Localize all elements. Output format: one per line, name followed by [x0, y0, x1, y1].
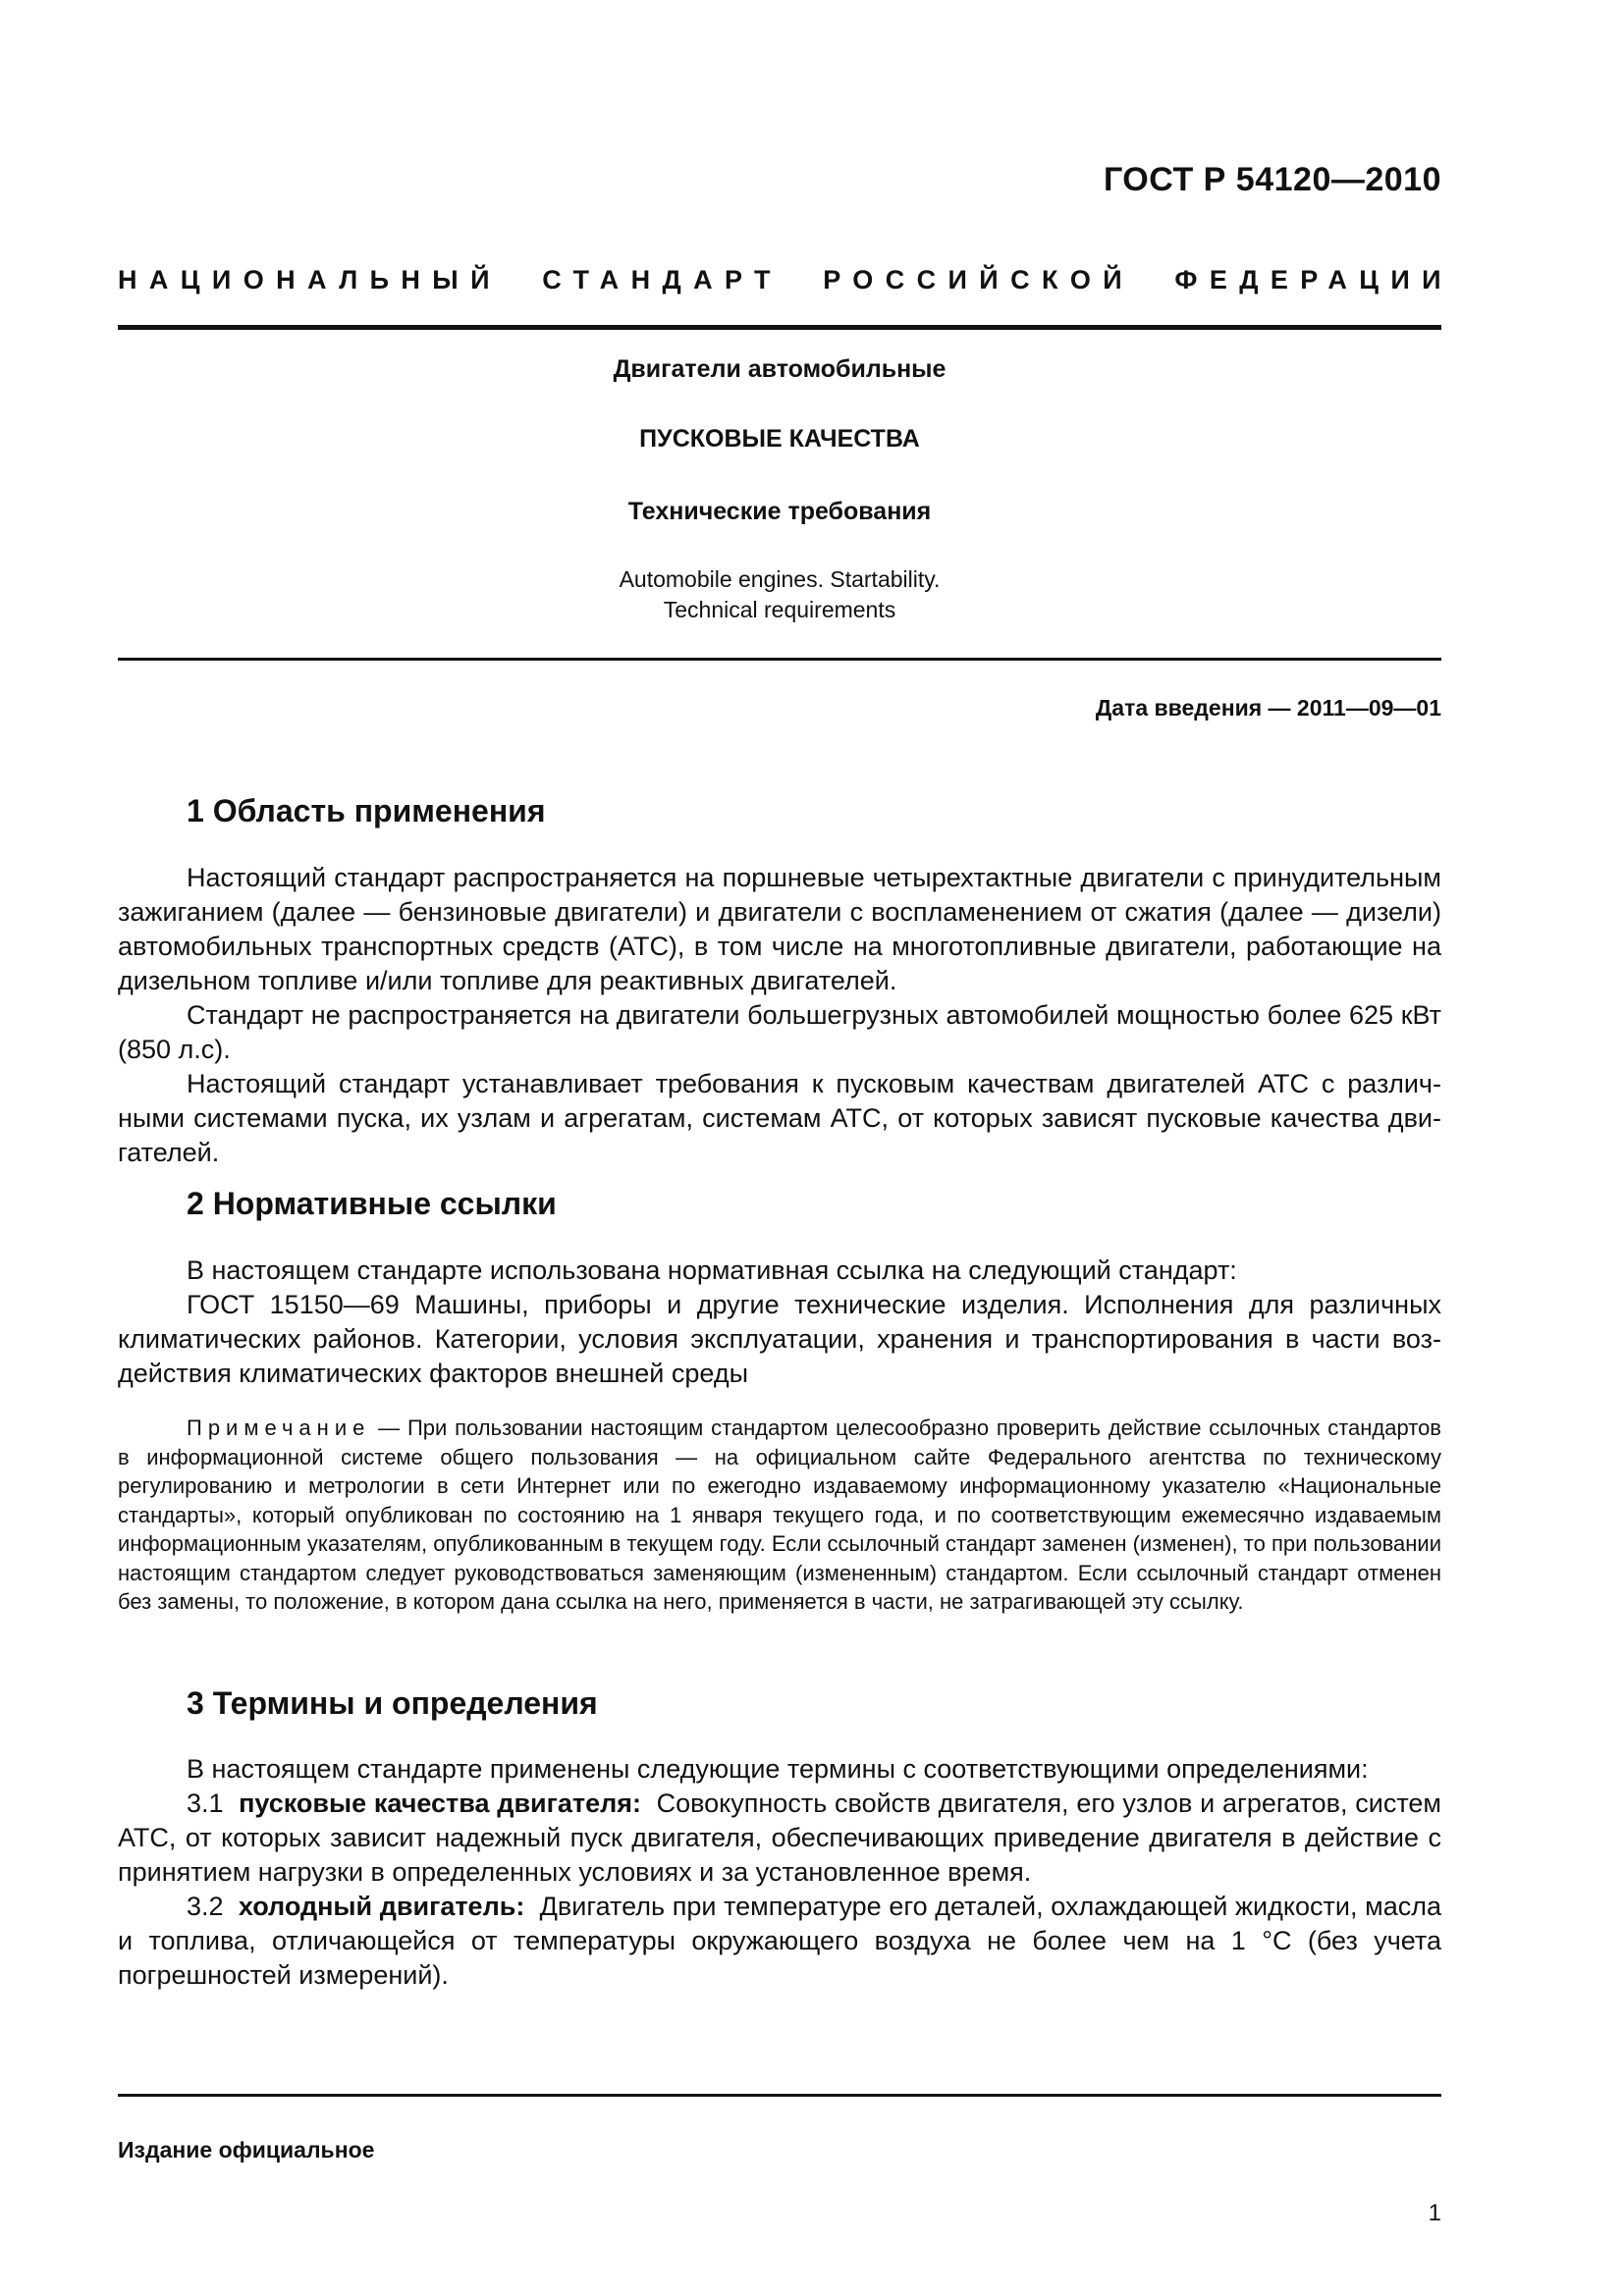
english-title-line-1: Automobile engines. Startability. — [619, 566, 941, 592]
title-line-3: Технические требования — [627, 498, 932, 525]
page-number: 1 — [1428, 2200, 1441, 2226]
note-text: — При пользовании настоящим стандартом целесообразно проверить действие ссылочных стандартов в информационной системе общего пользования — на официальном сайте Федерального агентства по техническому регулированию и метрологии в сети Интернет или по ежегодно издаваемому информационному указателю «Национальные стандарты», который опубликован по состоянию на 1 января текущего года, и по соответствующим ежемесячно издаваемым информационным указателям, опубликованным в текущем году. Если ссылочный стандарт заменен (изменен), то при пользовании настоящим стандартом следует руководствоваться заменяющим (измененным) стандартом. Если ссылочный стандарт отменен без замены, то положение, в котором дана ссылка на него, применяется в части, не затрагивающей эту ссылку. — [118, 1415, 1441, 1614]
english-title-line-2: Technical requirements — [663, 597, 896, 622]
official-edition-label: Издание официальное — [118, 2137, 375, 2163]
section-3-body — [118, 1752, 1441, 1993]
term-definition-1 — [118, 1787, 1441, 1890]
section-3-intro: В настоящем стандарте применены следующие термины с соответствующими определениями: — [187, 1754, 1369, 1784]
section-3-heading: 3 Термины и определения — [187, 1685, 598, 1721]
term-definition-2 — [118, 1890, 1441, 1993]
section-2-heading: 2 Нормативные ссылки — [187, 1186, 557, 1221]
section-2-note — [118, 1414, 1441, 1617]
section-1-paragraph: Стандарт не распространяется на двигатели большегрузных автомобилей мощностью более 625 кВт (850 л.с). — [118, 1000, 1441, 1064]
footer-divider — [118, 2094, 1441, 2097]
title-divider — [118, 658, 1441, 661]
section-2-paragraph: ГОСТ 15150—69 Машины, приборы и другие технические изделия. Исполнения для различных климатических районов. Категории, условия эксплуатации, хранения и транспортирования в части воздействия климатических факторов внешней среды — [118, 1290, 1441, 1388]
banner-word: ФЕДЕРАЦИИ — [1174, 265, 1453, 294]
title-line-1: Двигатели автомобильные — [613, 355, 947, 383]
banner-word: НАЦИОНАЛЬНЫЙ — [118, 265, 502, 294]
term-name: холодный двигатель: — [238, 1892, 525, 1921]
header-divider — [118, 325, 1441, 330]
title-line-2: ПУСКОВЫЕ КАЧЕСТВА — [639, 425, 920, 453]
english-title — [118, 564, 1441, 625]
term-definition: Двигатель при температуре его деталей, охлаждающей жидкости, масла и топлива, отличающейся от температуры окружающего воздуха не более чем на 1 °С (без учета погрешностей измерений). — [118, 1892, 1441, 1990]
banner-word: СТАНДАРТ — [542, 265, 783, 294]
section-2-body — [118, 1254, 1441, 1391]
term-definition: Совокупность свойств двигателя, его узлов и агрегатов, систем АТС, от которых зависит надежный пуск двигателя, обеспечивающих приведение двигателя в действие с принятием нагрузки в определенных условиях и за установленное время. — [118, 1789, 1441, 1887]
term-name: пусковые качества двигателя: — [239, 1789, 642, 1818]
section-1-paragraph: Настоящий стандарт устанавливает требования к пусковым качествам двигателей АТС с различными системами пуска, их узлам и агрегатам, системам АТС, от которых зависят пусковые качества двигателей. — [118, 1069, 1441, 1167]
introduction-date: Дата введения — 2011—09—01 — [1095, 695, 1441, 721]
national-standard-banner — [118, 265, 1453, 295]
section-1-paragraph: Настоящий стандарт распространяется на поршневые четырехтактные двигатели с принудительным зажиганием (далее — бензиновые двигатели) и двигатели с воспламенением от сжатия (далее — дизели) автомобильных транспортных средств (АТС), в том числе на многотопливные двигатели, работающие на дизельном топливе и/или топливе для реактивных двигателей. — [118, 863, 1441, 995]
section-2-paragraph: В настоящем стандарте использована нормативная ссылка на следующий стандарт: — [187, 1255, 1237, 1285]
term-number: 3.1 — [187, 1789, 224, 1818]
section-1-heading: 1 Область применения — [187, 793, 546, 828]
document-code: ГОСТ Р 54120—2010 — [1103, 161, 1441, 198]
banner-word: РОССИЙСКОЙ — [823, 265, 1135, 294]
term-number: 3.2 — [187, 1892, 224, 1921]
note-label: Примечание — [187, 1415, 371, 1440]
section-1-body — [118, 861, 1441, 1170]
document-page — [118, 0, 1453, 2296]
